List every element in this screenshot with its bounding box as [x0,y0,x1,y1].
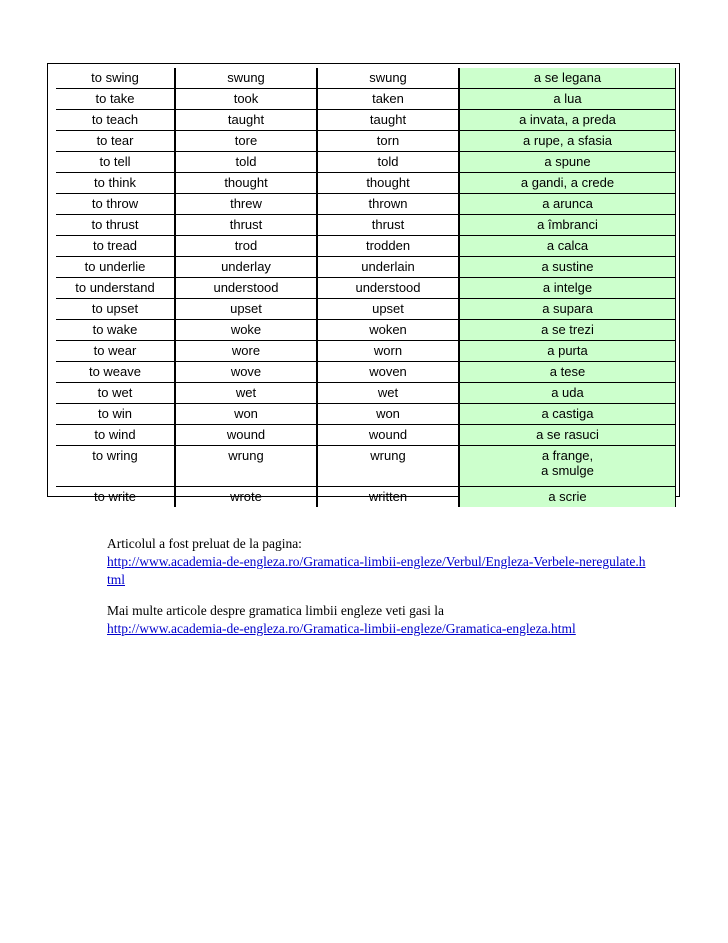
base-form-cell: to understand [56,278,175,299]
source-note [107,535,647,589]
base-form-cell: to think [56,173,175,194]
past-participle-cell: won [317,404,459,425]
past-participle-cell: woken [317,320,459,341]
table-row [56,320,676,341]
base-form-cell: to weave [56,362,175,383]
base-form-cell: to upset [56,299,175,320]
past-tense-cell: thought [175,173,317,194]
past-tense-cell: wove [175,362,317,383]
table-row [56,362,676,383]
past-participle-cell: written [317,487,459,507]
past-participle-cell: thrust [317,215,459,236]
base-form-cell: to underlie [56,257,175,278]
past-tense-cell: trod [175,236,317,257]
base-form-cell: to tell [56,152,175,173]
base-form-cell: to wind [56,425,175,446]
base-form-cell: to take [56,89,175,110]
table-row [56,173,676,194]
table-row [56,110,676,131]
past-participle-cell: taken [317,89,459,110]
past-participle-cell: taught [317,110,459,131]
meaning-cell: a intelge [459,278,676,299]
past-participle-cell: underlain [317,257,459,278]
past-tense-cell: won [175,404,317,425]
table-row [56,487,676,507]
base-form-cell: to swing [56,68,175,89]
past-tense-cell: took [175,89,317,110]
table-row [56,278,676,299]
past-participle-cell: thrown [317,194,459,215]
table-row [56,425,676,446]
table-row [56,383,676,404]
past-participle-cell: thought [317,173,459,194]
past-tense-cell: tore [175,131,317,152]
table-row [56,257,676,278]
table-row [56,446,676,487]
table-row [56,194,676,215]
base-form-cell: to wear [56,341,175,362]
meaning-cell: a spune [459,152,676,173]
table-row [56,404,676,425]
meaning-cell: a se rasuci [459,425,676,446]
past-tense-cell: upset [175,299,317,320]
past-tense-cell: taught [175,110,317,131]
base-form-cell: to tread [56,236,175,257]
meaning-cell: a rupe, a sfasia [459,131,676,152]
meaning-cell: a se legana [459,68,676,89]
meaning-cell: a îmbranci [459,215,676,236]
base-form-cell: to thrust [56,215,175,236]
past-tense-cell: wore [175,341,317,362]
table-row [56,236,676,257]
source-link[interactable]: http://www.academia-de-engleza.ro/Gramatica-limbii-engleze/Verbul/Engleza-Verbele-neregulate.html [107,554,646,587]
meaning-line-1: a frange, [541,448,594,463]
past-participle-cell: upset [317,299,459,320]
past-tense-cell: told [175,152,317,173]
meaning-cell: a castiga [459,404,676,425]
past-participle-cell: swung [317,68,459,89]
notes-section [107,535,647,651]
past-tense-cell: wrote [175,487,317,507]
meaning-line-2: a smulge [541,463,594,478]
table-row [56,299,676,320]
table-row [56,215,676,236]
meaning-cell: a arunca [459,194,676,215]
past-tense-cell: underlay [175,257,317,278]
table-row [56,89,676,110]
meaning-cell: a calca [459,236,676,257]
meaning-cell: a se trezi [459,320,676,341]
meaning-cell: a lua [459,89,676,110]
past-tense-cell: wound [175,425,317,446]
past-tense-cell: thrust [175,215,317,236]
past-tense-cell: wet [175,383,317,404]
meaning-cell: a scrie [459,487,676,507]
irregular-verbs-table [56,68,676,507]
meaning-cell: a supara [459,299,676,320]
meaning-cell: a invata, a preda [459,110,676,131]
past-tense-cell: understood [175,278,317,299]
past-participle-cell: trodden [317,236,459,257]
table-row [56,68,676,89]
past-participle-cell: wound [317,425,459,446]
base-form-cell: to wake [56,320,175,341]
table-row [56,152,676,173]
more-text: Mai multe articole despre gramatica limbii engleze veti gasi la [107,603,444,618]
base-form-cell: to teach [56,110,175,131]
more-articles-note [107,602,647,638]
meaning-cell: a uda [459,383,676,404]
more-link[interactable]: http://www.academia-de-engleza.ro/Gramatica-limbii-engleze/Gramatica-engleza.html [107,621,576,636]
meaning-cell: a gandi, a crede [459,173,676,194]
past-participle-cell: wrung [317,446,459,487]
base-form-cell: to wet [56,383,175,404]
past-tense-cell: threw [175,194,317,215]
meaning-cell: a sustine [459,257,676,278]
past-tense-cell: swung [175,68,317,89]
meaning-cell: a purta [459,341,676,362]
base-form-cell: to wring [56,446,175,487]
base-form-cell: to throw [56,194,175,215]
past-participle-cell: wet [317,383,459,404]
past-participle-cell: understood [317,278,459,299]
past-participle-cell: worn [317,341,459,362]
past-participle-cell: told [317,152,459,173]
table-row [56,131,676,152]
base-form-cell: to write [56,487,175,507]
table-row [56,341,676,362]
past-participle-cell: woven [317,362,459,383]
meaning-cell [459,446,676,487]
past-participle-cell: torn [317,131,459,152]
past-tense-cell: wrung [175,446,317,487]
base-form-cell: to win [56,404,175,425]
past-tense-cell: woke [175,320,317,341]
meaning-cell: a tese [459,362,676,383]
base-form-cell: to tear [56,131,175,152]
source-text: Articolul a fost preluat de la pagina: [107,536,302,551]
